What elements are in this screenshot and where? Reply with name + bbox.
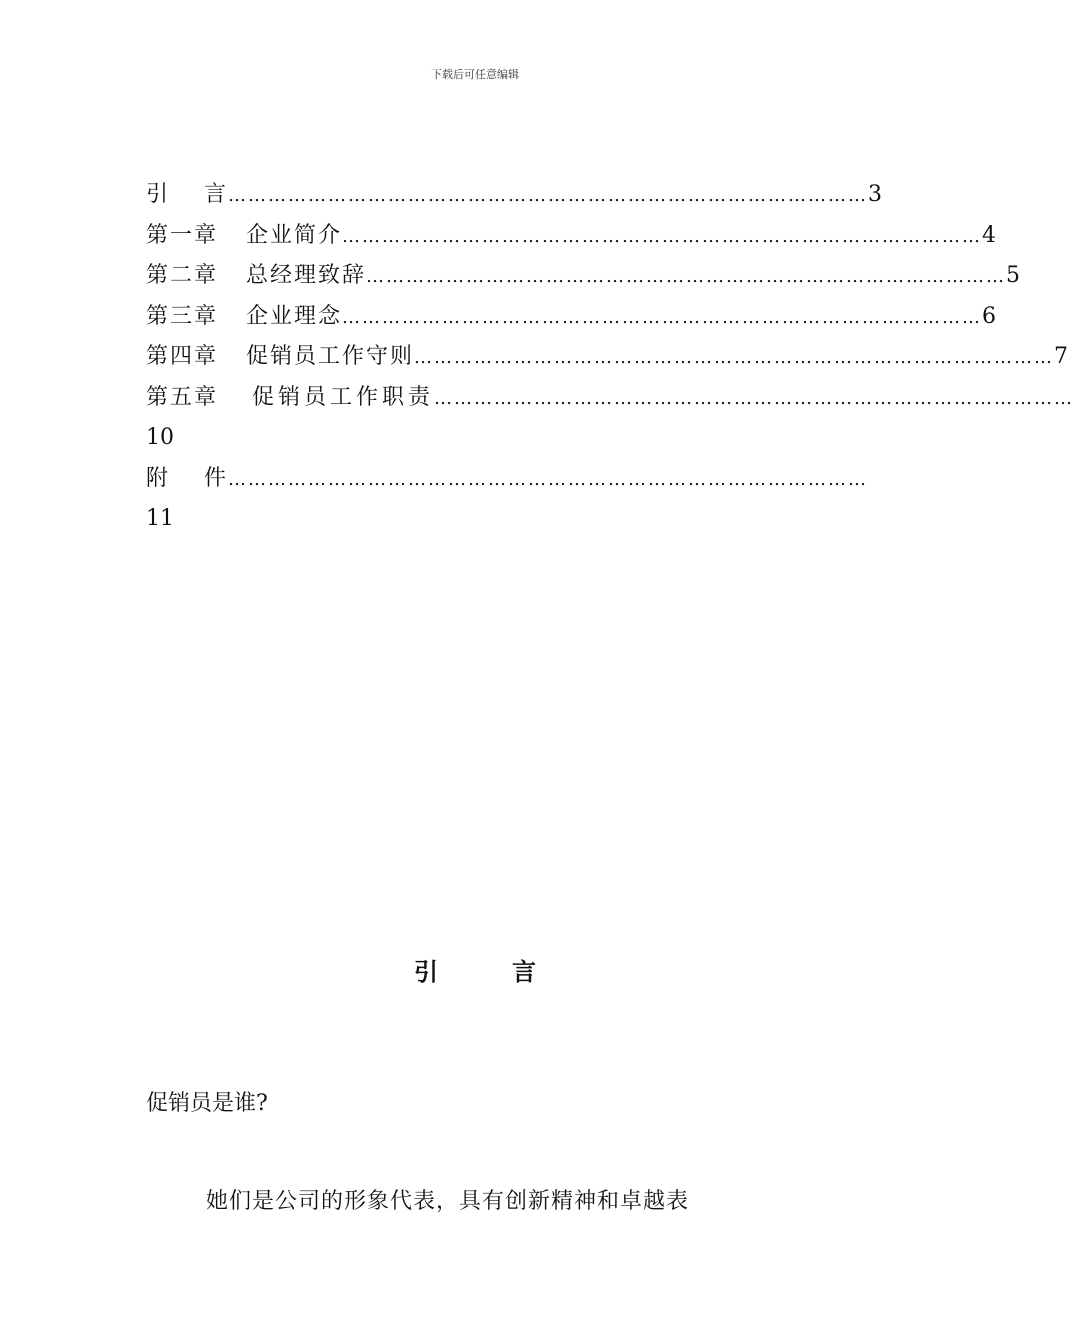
toc-label: 第四章 促销员工作守则 [146,344,415,369]
toc-entry-chapter-5[interactable] [146,383,1074,424]
toc-entry-chapter-1[interactable] [146,221,997,262]
toc-leader-dots: …………………………………………………………………………………… [228,185,869,206]
toc-page-number-wrapped [146,423,806,464]
toc-label: 第二章 总经理致辞 [146,263,367,288]
toc-entry-chapter-4[interactable] [146,342,1069,383]
section-heading-part: 言 [512,957,536,986]
section-heading [0,952,950,987]
toc-entry-appendix[interactable] [146,464,869,505]
page-header: 下载后可任意编辑 [431,68,519,81]
toc-label: 第三章 企业理念 [146,303,343,329]
toc-page-number: 3 [868,182,883,207]
body-question: 促销员是谁? [146,1091,268,1116]
toc-entry-chapter-3[interactable] [146,302,997,343]
toc-entry-chapter-2[interactable] [146,261,1021,302]
toc-leader-dots: …………………………………………………………………………………… [414,347,1055,368]
toc-page-number: 4 [982,222,997,248]
toc-leader-dots: …………………………………………………………………………………… [342,225,983,247]
toc-leader-dots: …………………………………………………………………………………… [342,306,983,328]
toc-page-number: 6 [982,303,997,329]
toc-page-number: 7 [1054,344,1069,369]
toc-leader-dots: …………………………………………………………………………………… [228,468,869,490]
toc-leader-dots: …………………………………………………………………………………… [434,387,1074,409]
toc-page-number: 11 [146,506,174,531]
toc-label: 第五章 促销员工作职责 [146,384,435,410]
toc-label: 引 言 [146,182,229,207]
toc-entry-introduction[interactable] [146,180,883,221]
body-paragraph: 她们是公司的形象代表，具有创新精神和卓越表 [206,1189,690,1214]
toc-label: 附 件 [146,465,229,491]
toc-label: 第一章 企业简介 [146,222,343,248]
table-of-contents [146,180,1074,545]
toc-page-number: 10 [146,425,174,450]
toc-page-number: 5 [1006,263,1021,288]
toc-leader-dots: …………………………………………………………………………………… [366,266,1007,287]
section-heading-part: 引 [414,957,438,986]
toc-page-number-wrapped [146,504,806,545]
